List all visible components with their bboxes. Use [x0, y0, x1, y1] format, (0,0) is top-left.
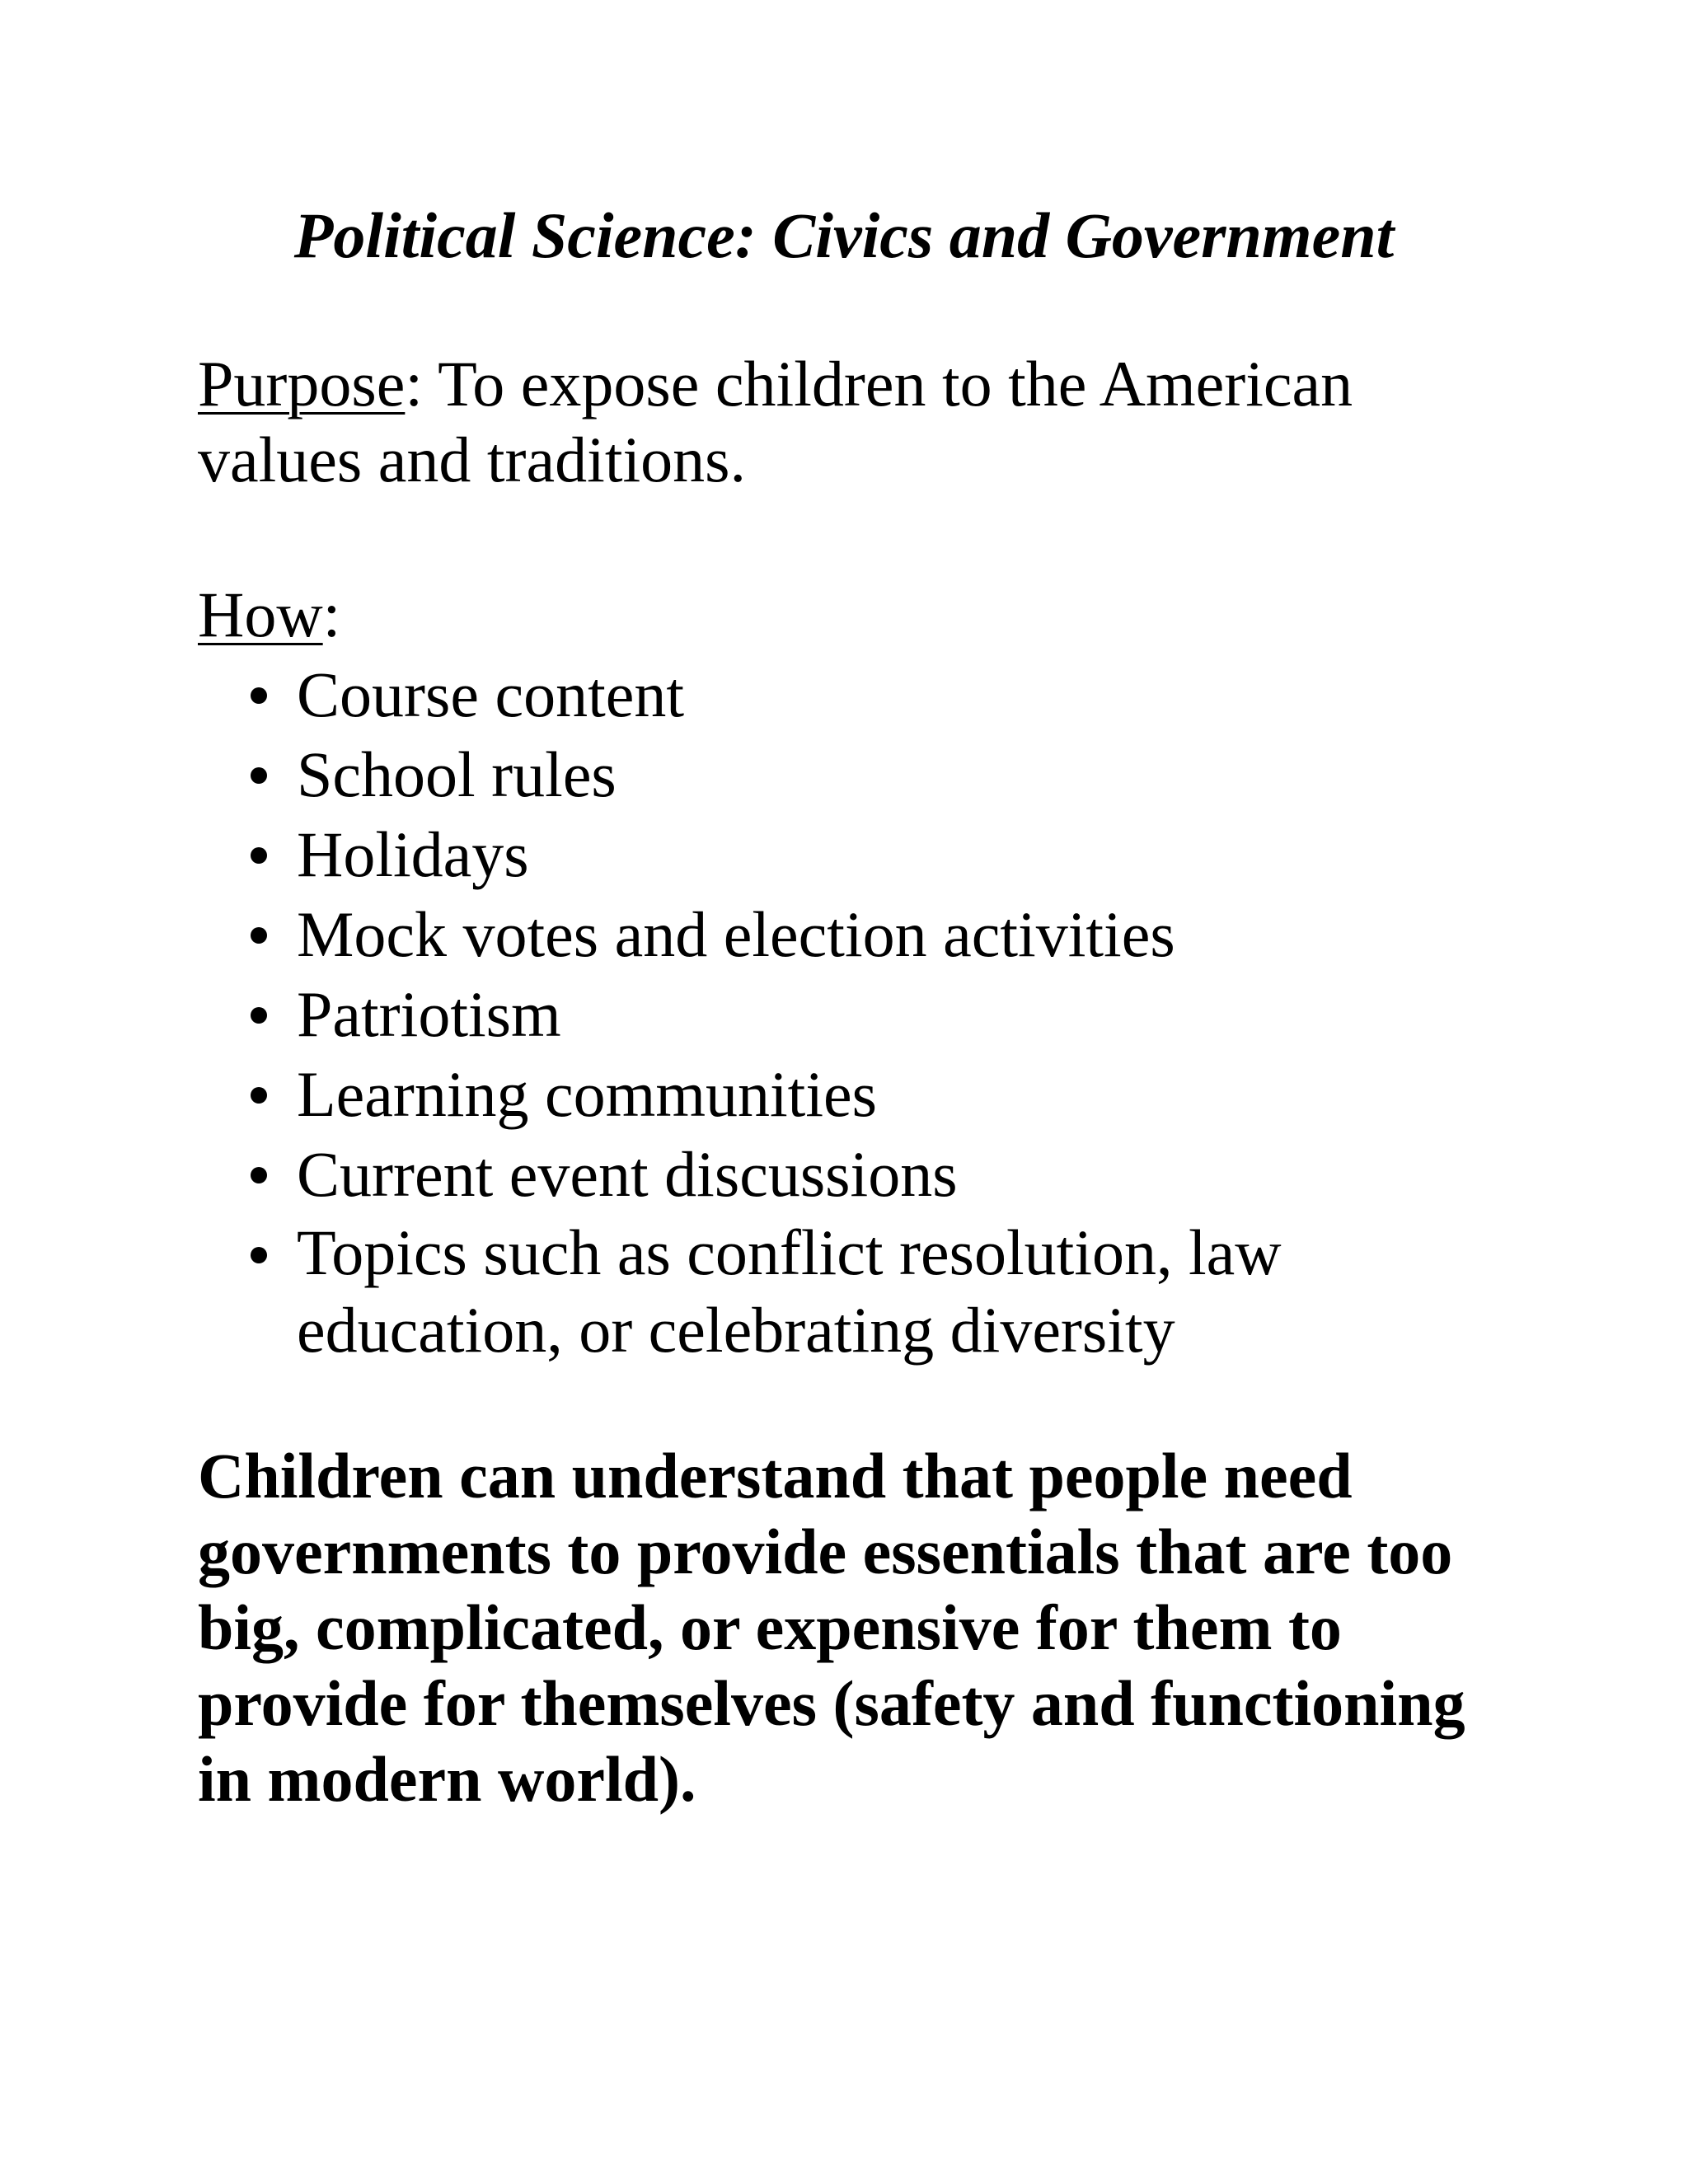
- list-item: [198, 654, 1484, 734]
- how-suffix: :: [322, 579, 341, 650]
- list-item: [198, 974, 1484, 1054]
- how-bullet-list: [198, 654, 1484, 1369]
- list-item: [198, 1214, 1484, 1369]
- list-item-text: Course content: [297, 658, 685, 730]
- list-item: [198, 734, 1484, 814]
- list-item-text: Patriotism: [297, 978, 561, 1050]
- bullet-icon: [251, 1167, 267, 1183]
- list-item: [198, 894, 1484, 974]
- list-item-text: Holidays: [297, 818, 529, 890]
- how-heading: [198, 577, 1484, 653]
- list-item-text: School rules: [297, 738, 617, 810]
- bullet-icon: [251, 847, 267, 864]
- purpose-text: : To expose children to the American values and traditions.: [198, 348, 1353, 495]
- bullet-icon: [251, 1247, 267, 1263]
- purpose-paragraph: [198, 346, 1484, 498]
- bullet-icon: [251, 767, 267, 784]
- bullet-icon: [251, 1087, 267, 1104]
- list-item-text: Topics such as conflict resolution, law education, or celebrating diversity: [297, 1216, 1282, 1366]
- summary-statement: Children can understand that people need governments to provide essentials that are too big, complicated, or expensive for them to provide for themselves (safety and functioning in modern world).: [198, 1440, 1465, 1815]
- list-item-text: Mock votes and election activities: [297, 898, 1175, 970]
- list-item-text: Current event discussions: [297, 1138, 958, 1210]
- list-item-text: Learning communities: [297, 1058, 877, 1130]
- list-item: [198, 1134, 1484, 1214]
- bullet-icon: [251, 1007, 267, 1024]
- bullet-icon: [251, 927, 267, 944]
- how-label: How: [198, 579, 323, 650]
- purpose-label: Purpose: [198, 348, 406, 419]
- list-item: [198, 814, 1484, 894]
- page-title: Political Science: Civics and Government: [293, 199, 1395, 271]
- list-item: [198, 1054, 1484, 1134]
- bullet-icon: [251, 687, 267, 704]
